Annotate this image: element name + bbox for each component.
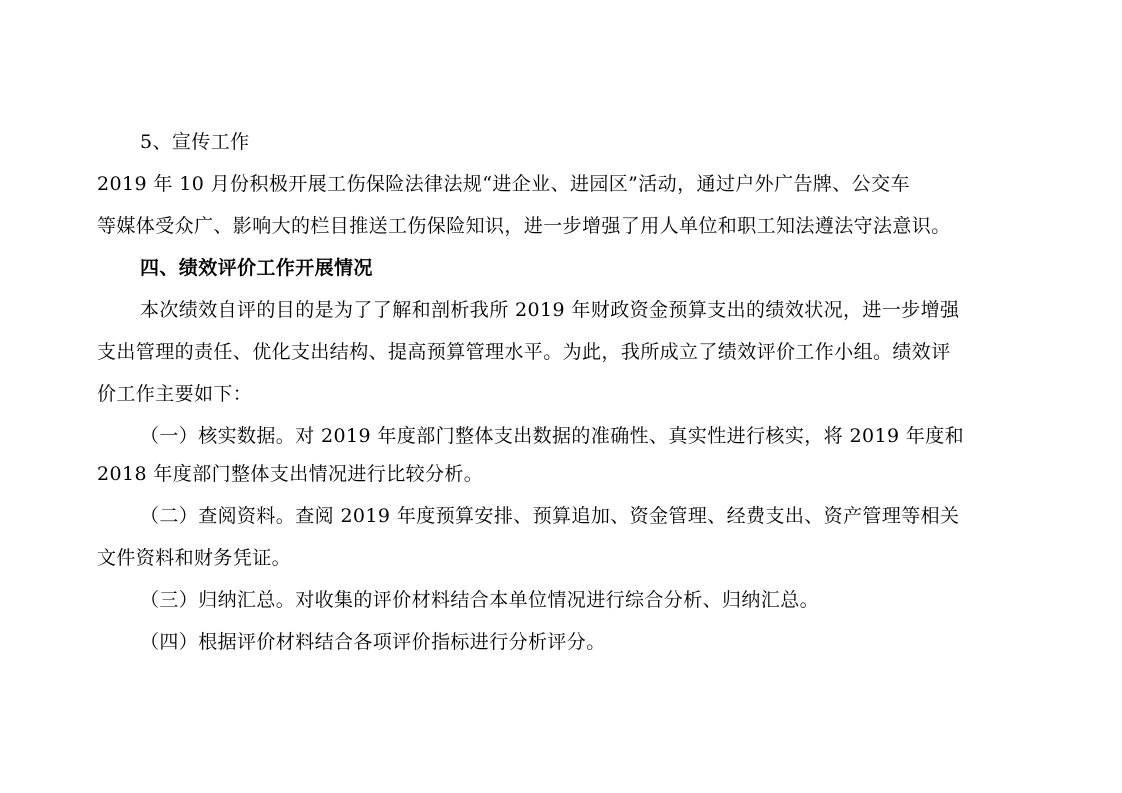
paragraph-line: 本次绩效自评的目的是为了了解和剖析我所 2019 年财政资金预算支出的绩效状况，进一步增强: [140, 299, 960, 321]
paragraph-line: 价工作主要如下：: [97, 383, 253, 405]
section-subheading-publicity: 5、宣传工作: [140, 131, 250, 153]
list-item-line: （三）归纳汇总。对收集的评价材料结合本单位情况进行综合分析、归纳汇总。: [140, 589, 820, 611]
list-item-line: 文件资料和财务凭证。: [97, 547, 292, 569]
section-heading-performance-evaluation: 四、绩效评价工作开展情况: [140, 257, 373, 279]
paragraph-line: 2019 年 10 月份积极开展工伤保险法律法规“进企业、进园区”活动，通过户外广告牌、公交车: [97, 173, 910, 195]
list-item-line: （四）根据评价材料结合各项评价指标进行分析评分。: [140, 631, 606, 653]
list-item-line: （二）查阅资料。查阅 2019 年度预算安排、预算追加、资金管理、经费支出、资产管理等相关: [140, 505, 960, 527]
paragraph-line: 等媒体受众广、影响大的栏目推送工伤保险知识，进一步增强了用人单位和职工知法遵法守法意识。: [97, 215, 951, 237]
paragraph-line: 支出管理的责任、优化支出结构、提高预算管理水平。为此，我所成立了绩效评价工作小组。绩效评: [97, 341, 951, 363]
list-item-line: 2018 年度部门整体支出情况进行比较分析。: [97, 463, 484, 485]
list-item-line: （一）核实数据。对 2019 年度部门整体支出数据的准确性、真实性进行核实，将 2019 年度和: [140, 425, 965, 447]
